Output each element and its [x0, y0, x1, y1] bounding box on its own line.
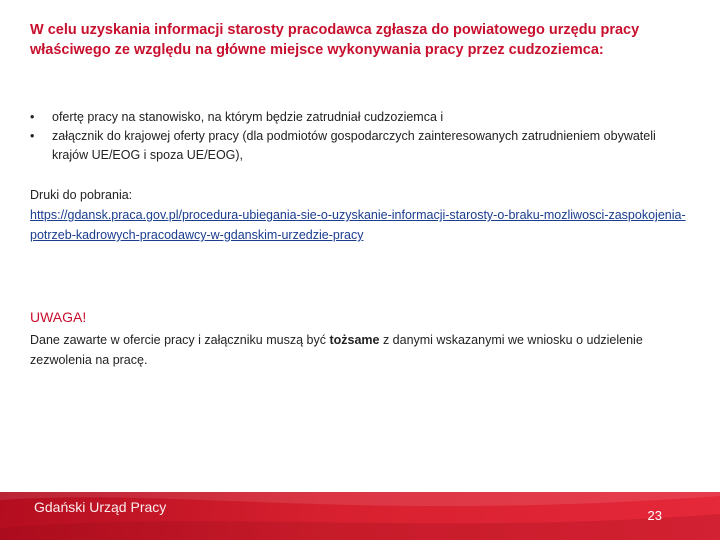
downloads-link[interactable]: https://gdansk.praca.gov.pl/procedura-ubiegania-sie-o-uzyskanie-informacji-starosty-o-braku-mozliwosci-zaspokojenia-potrzeb-kadrowych-pracodawcy-w-gdanskim-urzedzie-pracy — [30, 208, 686, 242]
footer-bar — [0, 492, 720, 540]
bullet-list — [30, 108, 690, 165]
bullet-icon: • — [30, 129, 35, 143]
page-number: 23 — [647, 508, 662, 523]
warning-text-end: z danymi wskazanymi we wniosku o udzielenie zezwolenia na pracę. — [30, 333, 643, 367]
list-item — [30, 108, 690, 127]
warning-text-bold: tożsame — [329, 333, 380, 347]
bullet-text: załącznik do krajowej oferty pracy (dla podmiotów gospodarczych zainteresowanych zatrudnieniem obywateli krajów UE/EOG i spoza UE/EOG), — [52, 129, 656, 162]
downloads-section — [30, 185, 690, 245]
warning-text — [30, 330, 695, 370]
slide-heading: W celu uzyskania informacji starosty pracodawca zgłasza do powiatowego urzędu pracy właściwego ze względu na główne miejsce wykonywania pracy przez cudzoziemca: — [30, 22, 640, 58]
warning-text-start: Dane zawarte w ofercie pracy i załączniku muszą być — [30, 333, 330, 347]
list-item — [30, 127, 690, 165]
bullet-icon: • — [30, 110, 35, 124]
footer-brand: Gdański Urząd Pracy — [34, 499, 167, 515]
bullet-text: ofertę pracy na stanowisko, na którym będzie zatrudniał cudzoziemca i — [52, 110, 444, 124]
warning-title: UWAGA! — [30, 309, 87, 325]
downloads-label: Druki do pobrania: — [30, 188, 133, 202]
